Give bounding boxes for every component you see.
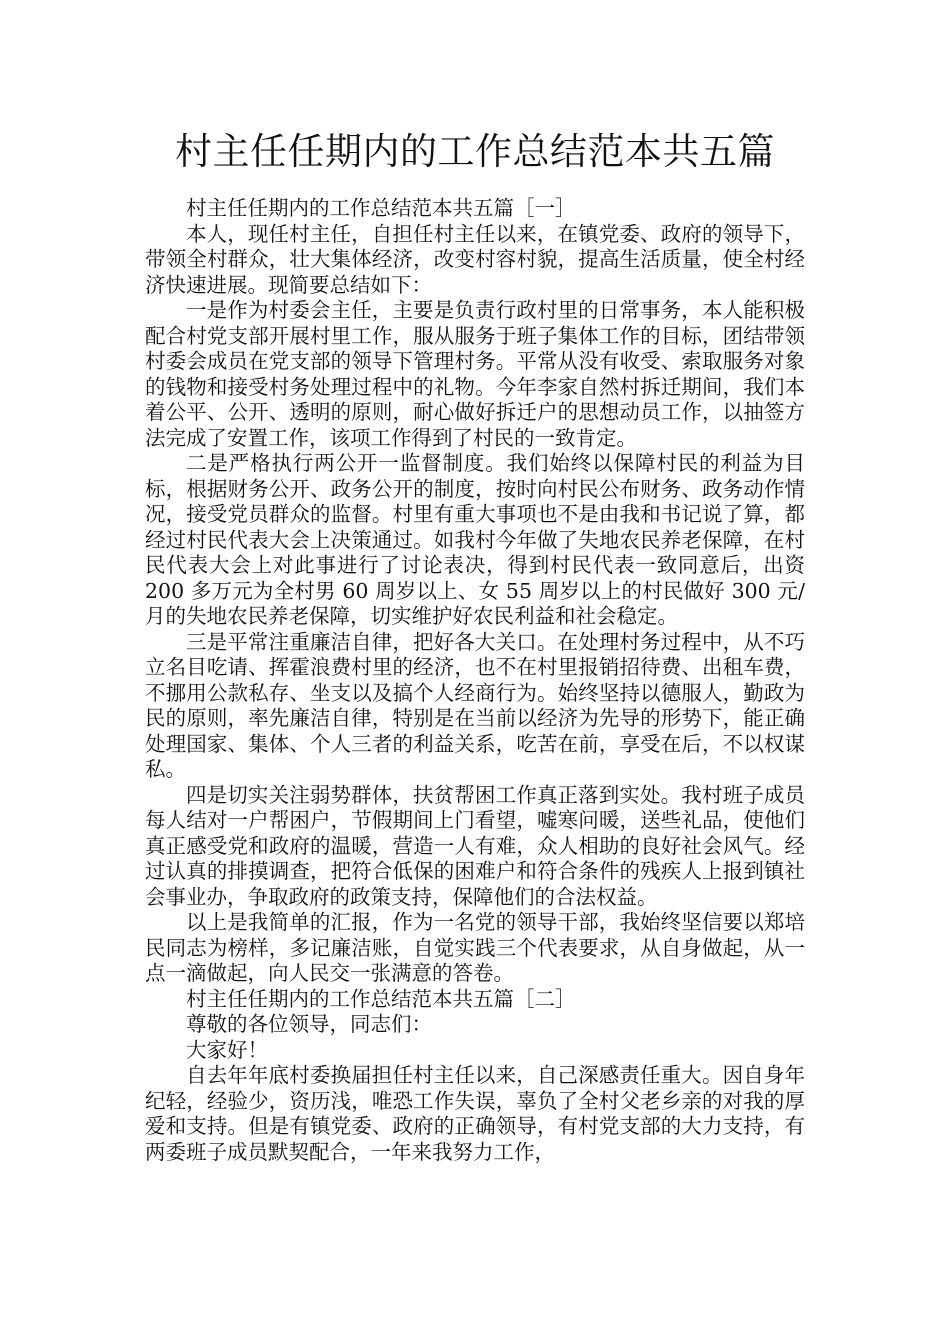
document-body: [145, 196, 805, 1165]
paragraph-intro: 本人，现任村主任，自担任村主任以来，在镇党委、政府的领导下，带领全村群众，壮大集体经济，改变村容村貌，提高生活质量，使全村经济快速进展。现简要总结如下：: [145, 221, 805, 297]
paragraph-point-1: 一是作为村委会主任，主要是负责行政村里的日常事务，本人能积极配合村党支部开展村里工作，服从服务于班子集体工作的目标，团结带领村委会成员在党支部的领导下管理村务。平常从没有收受、索取服务对象的钱物和接受村务处理过程中的礼物。今年李家自然村拆迁期间，我们本着公平、公开、透明的原则，耐心做好拆迁户的思想动员工作，以抽签方法完成了安置工作，该项工作得到了村民的一致肯定。: [145, 298, 805, 450]
paragraph-point-2: 二是严格执行两公开一监督制度。我们始终以保障村民的利益为目标，根据财务公开、政务公开的制度，按时向村民公布财务、政务动作情况，接受党员群众的监督。村里有重大事项也不是由我和书记说了算，都经过村民代表大会上决策通过。如我村今年做了失地农民养老保障，在村民代表大会上对此事进行了讨论表决，得到村民代表一致同意后，出资 200 多万元为全村男 60 周岁以上、女 55 周岁以上的村民做好 300 元/月的失地农民养老保障，切实维护好农民利益和社会稳定。: [145, 451, 805, 628]
section-heading-1: 村主任任期内的工作总结范本共五篇［一］: [186, 196, 576, 220]
section-heading-2: 村主任任期内的工作总结范本共五篇［二］: [186, 986, 576, 1011]
paragraph-greeting: 大家好！: [186, 1037, 268, 1062]
paragraph-point-4: 四是切实关注弱势群体，扶贫帮困工作真正落到实处。我村班子成员每人结对一户帮困户，节假期间上门看望，嘘寒问暖，送些礼品，使他们真正感受党和政府的温暖，营造一人有难，众人相助的良好社会风气。经过认真的排摸调查，把符合低保的困难户和符合条件的残疾人上报到镇社会事业办，争取政府的政策支持，保障他们的合法权益。: [145, 782, 805, 909]
paragraph-salutation: 尊敬的各位领导，同志们：: [186, 1012, 432, 1036]
document-title: 村主任任期内的工作总结范本共五篇: [175, 130, 775, 173]
paragraph-conclusion: 以上是我简单的汇报，作为一名党的领导干部，我始终坚信要以郑培民同志为榜样，多记廉洁账，自觉实践三个代表要求，从自身做起，从一点一滴做起，向人民交一张满意的答卷。: [145, 910, 805, 985]
paragraph-point-3: 三是平常注重廉洁自律，把好各大关口。在处理村务过程中，从不巧立名目吃请、挥霍浪费村里的经济，也不在村里报销招待费、出租车费，不挪用公款私存、坐支以及搞个人经商行为。始终坚持以德服人，勤政为民的原则，率先廉洁自律，特别是在当前以经济为先导的形势下，能正确处理国家、集体、个人三者的利益关系，吃苦在前，享受在后，不以权谋私。: [145, 629, 805, 781]
paragraph-section2-body: 自去年年底村委换届担任村主任以来，自己深感责任重大。因自身年纪轻，经验少，资历浅，唯恐工作失误，辜负了全村父老乡亲的对我的厚爱和支持。但是有镇党委、政府的正确领导，有村党支部的大力支持，有两委班子成员默契配合，一年来我努力工作，: [145, 1063, 805, 1164]
